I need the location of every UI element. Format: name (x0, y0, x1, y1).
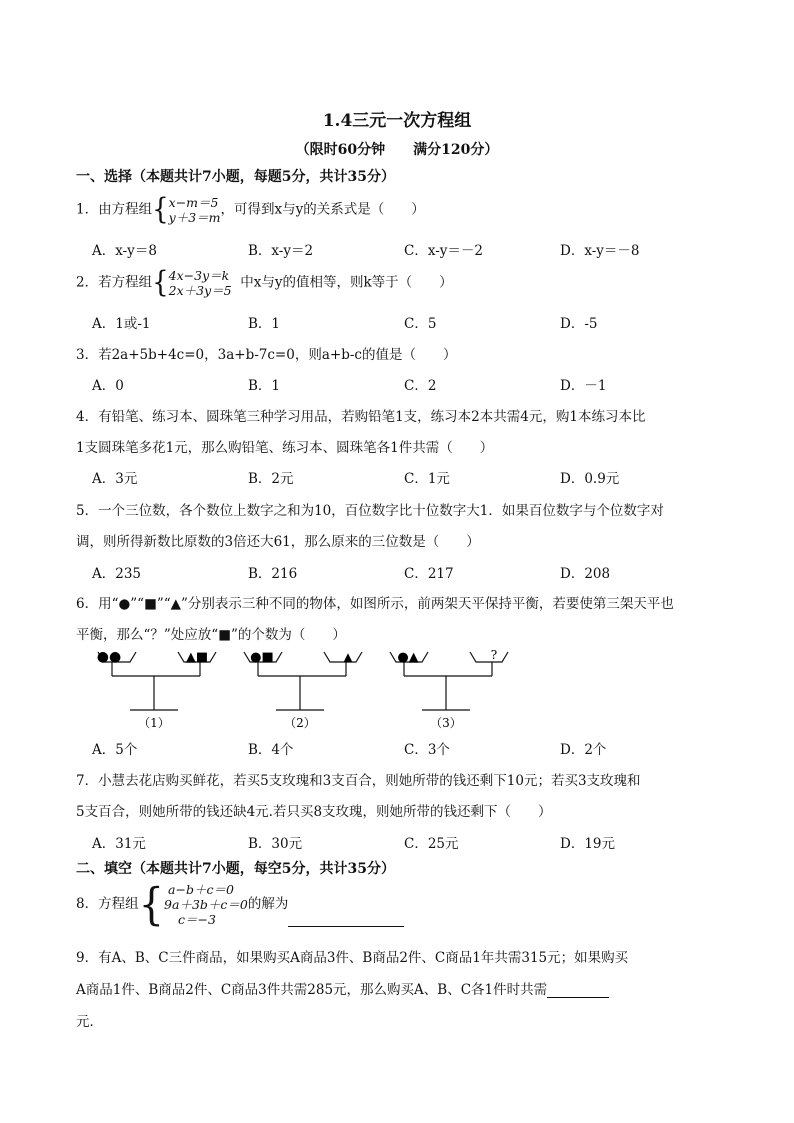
q6-option-d[interactable]: D．2个 (560, 742, 607, 758)
q4-option-d[interactable]: D．0.9元 (560, 471, 620, 487)
section-heading-choice: 一、选择（本题共计7小题，每题5分，共计35分） (76, 169, 395, 185)
question-7-line-1: 7．小慧去花店购买鲜花，若买5支玫瑰和3支百合，则她所带的钱还剩下10元；若买3支玫瑰和 (76, 773, 641, 789)
question-7-line-2: 5支百合，则她所带的钱还缺4元.若只买8支玫瑰，则她所带的钱还剩下（ ） (76, 804, 552, 820)
q1-option-b[interactable]: B．x-y＝2 (248, 243, 314, 259)
q5-option-a[interactable]: A．235 (92, 566, 142, 582)
question-1: 1．由方程组{ x−m＝5 y＋3＝m ，可得到x与y的关系式是（ ） (76, 193, 425, 227)
q4-option-a[interactable]: A．3元 (92, 471, 138, 487)
q1-option-a[interactable]: A．x-y＝8 (92, 243, 157, 259)
question-8: 8．方程组{ a−b＋c＝0 9a＋3b＋c＝0 c＝−3 的解为 (76, 882, 404, 927)
scale-2-label: （2） (284, 716, 316, 730)
question-4-line-1: 4．有铅笔、练习本、圆珠笔三种学习用品，若购铅笔1支，练习本2本共需4元，购1本练习本比 (76, 409, 646, 425)
question-1-prefix: 1．由方程组 (76, 201, 153, 218)
q3-option-c[interactable]: C．2 (404, 378, 437, 394)
question-9-line-3: 元． (76, 1014, 103, 1030)
q4-option-b[interactable]: B．2元 (248, 471, 294, 487)
q2-option-d[interactable]: D．-5 (560, 316, 598, 332)
q4-option-c[interactable]: C．1元 (404, 471, 450, 487)
q8-equation-1: a−b＋c＝0 (168, 882, 234, 897)
scale-1-right-pan: ▲■ (185, 650, 209, 665)
question-4-line-2: 1支圆珠笔多花1元，那么购铅笔、练习本、圆珠笔各1件共需（ ） (76, 440, 494, 456)
question-8-prefix: 8．方程组 (76, 896, 139, 912)
question-3: 3．若2a+5b+4c=0，3a+b-7c=0，则a+b-c的值是（ ） (76, 347, 457, 363)
q8-equation-2: 9a＋3b＋c＝0 (164, 897, 248, 912)
q6-option-b[interactable]: B．4个 (248, 742, 294, 758)
q7-option-a[interactable]: A．31元 (92, 836, 146, 852)
question-5-line-2: 调，则所得新数比原数的3倍还大61，那么原来的三位数是（ ） (76, 534, 480, 550)
balance-scale-3 (390, 648, 508, 730)
page-title: 1.4三元一次方程组 (322, 111, 472, 131)
question-1-suffix: ，可得到x与y的关系式是（ ） (220, 201, 425, 218)
q2-option-c[interactable]: C．5 (404, 316, 437, 332)
scale-3-label: （3） (430, 716, 462, 730)
scale-1-label: （1） (138, 716, 170, 730)
q2-option-a[interactable]: A．1或-1 (92, 316, 151, 332)
q7-option-c[interactable]: C．25元 (404, 836, 459, 852)
page-subtitle: （限时60分钟 满分120分） (295, 142, 499, 158)
scale-3-left-pan: ●▲ (397, 650, 419, 665)
q2-option-b[interactable]: B．1 (248, 316, 281, 332)
question-6-line-2: 平衡，那么“？”处应放“■”的个数为（ ） (76, 627, 346, 643)
balance-scales-figure (90, 645, 530, 735)
q1-equation-1: x−m＝5 (168, 195, 219, 210)
q5-option-d[interactable]: D．208 (560, 566, 611, 582)
q8-equation-3: c＝−3 (178, 912, 216, 927)
q3-option-b[interactable]: B．1 (248, 378, 281, 394)
q5-option-b[interactable]: B．216 (248, 566, 298, 582)
q3-option-a[interactable]: A．0 (92, 378, 124, 394)
q6-option-a[interactable]: A．5个 (92, 742, 138, 758)
question-5-line-1: 5．一个三位数，各个数位上数字之和为10，百位数字比十位数字大1．如果百位数字与个位数字对 (76, 503, 664, 519)
question-2: 2．若方程组{ 4x−3y＝k 2x＋3y＝5 中x与y的值相等，则k等于（ ） (76, 266, 453, 300)
balance-scale-1 (97, 649, 216, 730)
q2-equation-2: 2x＋3y＝5 (168, 283, 232, 298)
q5-option-c[interactable]: C．217 (404, 566, 454, 582)
section-heading-fill: 二、填空（本题共计7小题，每空5分，共计35分） (76, 861, 395, 877)
question-6-line-1: 6．用“●”“■”“▲”分别表示三种不同的物体，如图所示，前两架天平保持平衡，若要使第三架天平也 (76, 596, 674, 612)
q1-option-d[interactable]: D．x-y＝－8 (560, 243, 640, 259)
q1-option-c[interactable]: C．x-y＝－2 (404, 243, 483, 259)
scale-3-right-pan: ? (490, 648, 498, 662)
q9-answer-blank[interactable] (547, 983, 609, 998)
question-9-line-2 (76, 978, 609, 998)
q7-option-b[interactable]: B．30元 (248, 836, 303, 852)
question-9-line-1: 9．有A、B、C三件商品，如果购买A商品3件、B商品2件、C商品1年共需315元；如果购买 (76, 950, 629, 966)
q7-option-d[interactable]: D．19元 (560, 836, 616, 852)
question-8-suffix: 的解为 (247, 896, 289, 912)
q2-equation-1: 4x−3y＝k (168, 268, 230, 283)
scale-2-left-pan: ●■ (250, 650, 274, 665)
question-2-prefix: 2．若方程组 (76, 274, 153, 291)
question-2-suffix: 中x与y的值相等，则k等于（ ） (240, 274, 453, 291)
question-9-line-2-text: A商品1件、B商品2件、C商品3件共需285元，那么购买A、B、C各1件时共需 (76, 982, 548, 998)
scale-1-left-pan: ●● (96, 649, 122, 665)
balance-scale-2 (244, 650, 362, 730)
q6-option-c[interactable]: C．3个 (404, 742, 450, 758)
scale-2-right-pan: ▲ (343, 650, 353, 664)
q3-option-d[interactable]: D．－1 (560, 378, 607, 394)
q8-answer-blank[interactable] (288, 912, 404, 927)
q1-equation-2: y＋3＝m (168, 210, 221, 225)
